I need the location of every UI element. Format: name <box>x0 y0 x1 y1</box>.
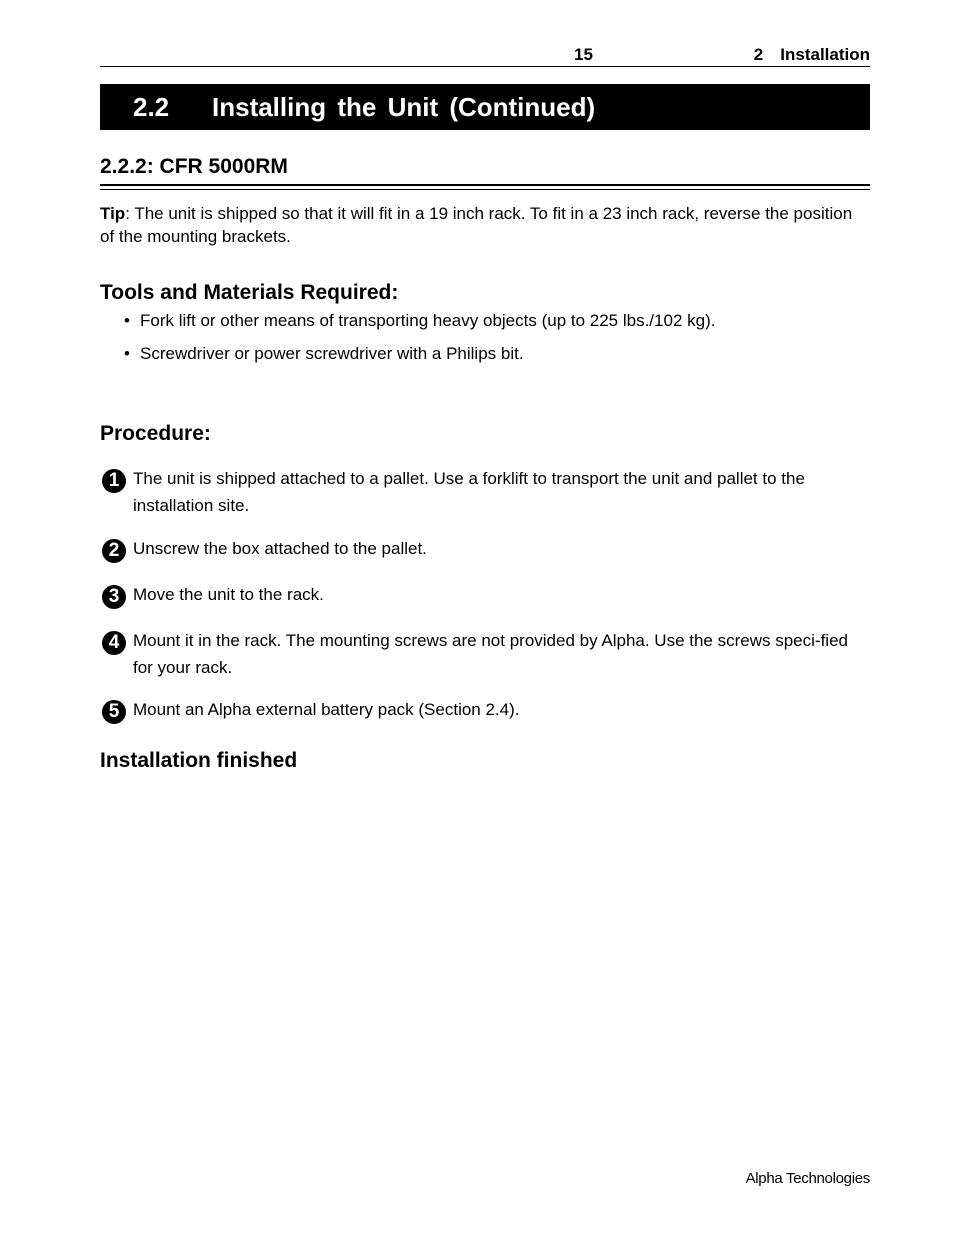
section-title-bar <box>100 84 870 130</box>
step-text: The unit is shipped attached to a pallet. Use a forklift to transport the unit and pallet to the installation site. <box>133 469 805 515</box>
list-item-text: Fork lift or other means of transporting heavy objects (up to 225 lbs./102 kg). <box>140 311 716 330</box>
list-item <box>124 342 524 365</box>
tip-paragraph <box>100 202 870 248</box>
step-text: Mount an Alpha external battery pack (Section 2.4). <box>133 700 520 719</box>
procedure-heading: Procedure: <box>100 422 211 445</box>
page-header <box>100 44 870 67</box>
tip-text: : The unit is shipped so that it will fit in a 19 inch rack. To fit in a 23 inch rack, reverse the position of the mounting brackets. <box>100 204 853 246</box>
installation-finished-heading: Installation finished <box>100 749 298 772</box>
tools-heading: Tools and Materials Required: <box>100 281 399 304</box>
header-chapter-number: 2 <box>753 45 764 64</box>
list-item-text: Screwdriver or power screwdriver with a Philips bit. <box>140 344 524 363</box>
section-number: 2.2 <box>133 92 170 122</box>
procedure-step <box>100 535 870 562</box>
step-text: Mount it in the rack. The mounting screws are not provided by Alpha. Use the screws speci-fied for your rack. <box>133 631 848 677</box>
header-chapter-title: Installation <box>780 45 870 64</box>
step-number-icon: 1 <box>102 469 126 493</box>
step-text: Unscrew the box attached to the pallet. <box>133 539 427 558</box>
footer-company: Alpha Technologies <box>745 1170 870 1187</box>
step-number-icon: 4 <box>102 631 126 655</box>
procedure-step <box>100 627 870 681</box>
list-item <box>124 309 715 332</box>
double-rule-divider <box>100 184 870 190</box>
subsection-title: 2.2.2: CFR 5000RM <box>100 155 288 178</box>
section-title: Installing the Unit (Continued) <box>212 92 596 122</box>
procedure-step <box>100 696 870 723</box>
bullet-icon: • <box>124 344 130 363</box>
bullet-icon: • <box>124 311 130 330</box>
step-number-icon: 5 <box>102 700 126 724</box>
step-number-icon: 2 <box>102 539 126 563</box>
procedure-step <box>100 465 870 519</box>
procedure-step <box>100 581 870 608</box>
page-number: 15 <box>574 45 593 64</box>
step-text: Move the unit to the rack. <box>133 585 324 604</box>
header-chapter <box>754 45 870 65</box>
tip-label: Tip <box>100 204 126 223</box>
step-number-icon: 3 <box>102 585 126 609</box>
